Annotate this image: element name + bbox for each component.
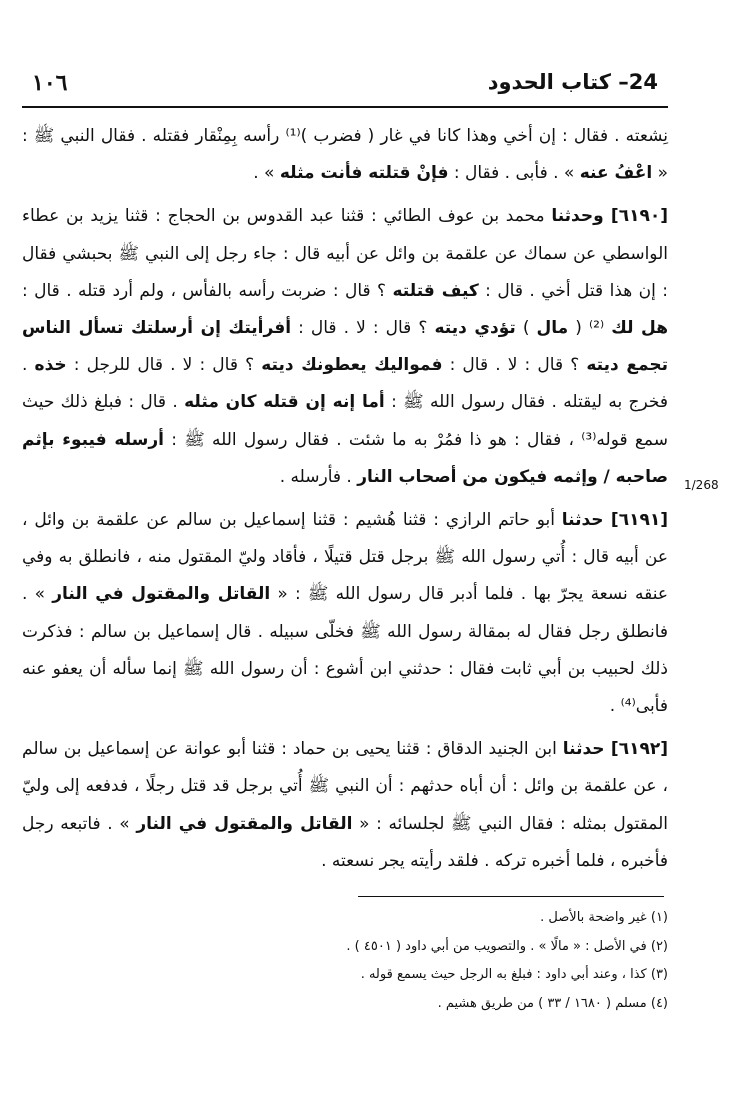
bold-text-segment: [٦١٩١] xyxy=(603,510,668,531)
hadith-6191 xyxy=(22,502,668,725)
bold-text-segment: هل لك xyxy=(611,318,669,339)
page-number: ١٠٦ xyxy=(32,70,68,96)
hadith-6190 xyxy=(22,198,668,496)
text-segment: . فأرسله . xyxy=(279,466,358,487)
bold-text-segment: القاتل والمقتول في النار xyxy=(52,584,271,605)
hadith-6192 xyxy=(22,731,668,880)
text-segment: » . xyxy=(253,163,280,184)
text-segment: محمد بن عوف الطائي : قثنا عبد القدوس بن الحجاج : قثنا يزيد بن عطاء الواسطي عن سماك عن علقمة بن وائل عن أبيه قال : جاء رجل إلى النبي ﷺ بحبشي فقال : إن هذا قتل أخي . قال : xyxy=(22,206,668,301)
bold-text-segment: اعْفُ عنه xyxy=(579,163,653,184)
bold-text-segment: القاتل والمقتول في النار xyxy=(136,813,353,834)
bold-text-segment: حدثنا xyxy=(562,739,605,760)
bold-text-segment: كيف قتلته xyxy=(392,280,479,301)
text-segment: ؟ قال : ضربت رأسه بالفأس ، ولم أرد قتله . قال : xyxy=(22,280,393,301)
paragraph-intro xyxy=(22,118,668,192)
footnote-4: (٤) مسلم ( ١٦٨٠ / ٣٣ ) من طريق هشيم . xyxy=(437,995,668,1011)
bold-text-segment: أما إنه إن قتله كان مثله xyxy=(184,392,385,413)
main-text xyxy=(22,118,668,880)
footnotes xyxy=(22,904,668,1018)
bold-text-segment: حدثنا xyxy=(561,510,604,531)
book-title: 24– كتاب الحدود xyxy=(487,70,658,94)
bold-text-segment: تؤدي ديته xyxy=(434,318,516,339)
bold-text-segment: أفرأيتك إن أرسلتك تسأل الناس تجمع ديته xyxy=(22,318,669,376)
text-segment: ابن الجنيد الدقاق : قثنا يحيى بن حماد : قثنا أبو عوانة عن إسماعيل بن سالم ، عن علقمة بن وائل : أن أباه حدثهم : أن النبي ﷺ أُتي برجل قد قتل رجلًا ، فدفعه إلى وليّ المقتول بمثله : فقال النبي ﷺ لجلسائه : « xyxy=(22,739,668,834)
text-segment: ؟ قال : لا . قال : xyxy=(291,318,435,339)
margin-reference: 1/268 xyxy=(684,478,719,492)
text-segment: » . فاتبعه رجل فأخبره ، فلما أخبره تركه . فلقد رأيته يجر نسعته . xyxy=(22,813,668,871)
footnote-1: (١) غير واضحة بالأصل . xyxy=(540,910,668,925)
bold-text-segment: مال xyxy=(536,318,569,339)
text-segment: نِشعته . فقال : إن أخي وهذا كانا في غار ( فضرب )⁽¹⁾ رأسه بِمِنْقار فقتله . فقال النبي ﷺ : « xyxy=(22,126,668,184)
text-segment: أبو حاتم الرازي : قثنا هُشيم : قثنا إسماعيل بن سالم عن علقمة بن وائل ، عن أبيه قال : أُتي رسول الله ﷺ برجل قتل قتيلًا ، فأقاد وليّ المقتول منه ، فانطلق به وفي عنقه نسعة يجرّ بها . فلما أدبر قال رسول الله ﷺ : « xyxy=(22,510,668,605)
text-segment: ؟ قال : لا . قال للرجل : xyxy=(66,355,262,376)
text-segment: » . فأبى . فقال : xyxy=(448,163,580,184)
text-segment: ) xyxy=(515,318,537,339)
footnote-2: (٢) في الأصل : « مالًا » . والتصويب من أبي داود ( ٤٥٠١ ) . xyxy=(346,938,668,954)
footnote-3: (٣) كذا ، وعند أبي داود : فبلغ به الرجل حيث يسمع قوله . xyxy=(360,967,668,982)
text-segment: ⁽²⁾ ( xyxy=(568,318,612,339)
bold-text-segment: فإنْ قتلته فأنت مثله xyxy=(279,163,449,184)
bold-text-segment: أرسله فيبوء بإثم صاحبه / وإثمه فيكون من أصحاب النار xyxy=(22,429,668,487)
text-segment: . فخرج به ليقتله . فقال رسول الله ﷺ : xyxy=(22,355,668,413)
bold-text-segment: [٦١٩٠] xyxy=(603,206,668,227)
header-rule xyxy=(22,106,668,108)
bold-text-segment: خذه xyxy=(34,355,67,376)
text-segment: . قال : فبلغ ذلك حيث سمع قوله⁽³⁾ ، فقال : هو ذا فمُرْ به ما شئت . فقال رسول الله ﷺ : xyxy=(22,392,669,450)
bold-text-segment: فمواليك يعطونك ديته xyxy=(261,355,443,376)
footnote-rule xyxy=(358,896,664,897)
text-segment: » . فانطلق رجل فقال له بمقالة رسول الله ﷺ فخلّى سبيله . قال إسماعيل بن سالم : فذكرت ذلك لحبيب بن أبي ثابت فقال : حدثني ابن أشوع : أن رسول الله ﷺ إنما سأله أن يعفو عنه فأبى⁽⁴⁾ . xyxy=(22,584,668,717)
page-header xyxy=(22,66,668,106)
bold-text-segment: [٦١٩٢] xyxy=(604,739,668,760)
bold-text-segment: وحدثنا xyxy=(551,206,604,227)
text-segment: ؟ قال : لا . قال : xyxy=(442,355,587,376)
